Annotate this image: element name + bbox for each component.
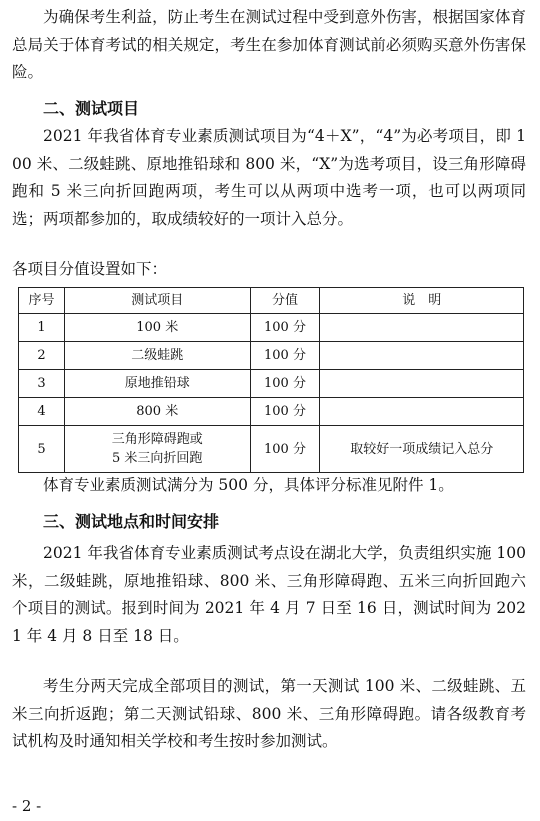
- cell-number: 2: [19, 342, 65, 370]
- cell-item-line: 5 米三向折回跑: [112, 451, 203, 466]
- cell-item: 800 米: [64, 398, 250, 426]
- location-time-paragraph: 2021 年我省体育专业素质测试考点设在湖北大学，负责组织实施 100 米，二级蛙跳，原地推铅球、800 米、三角形障碍跑、五米三向折回跑六个项目的测试。报到时间为 2021 年 4 月 7 日至 16 日，测试时间为 2021 年 4 月 8 日至 18 日。: [12, 544, 526, 645]
- cell-score: 100 分: [250, 342, 320, 370]
- cell-note: [320, 342, 524, 370]
- cell-note: [320, 314, 524, 342]
- cell-number: 1: [19, 314, 65, 342]
- header-item: 测试项目: [64, 288, 250, 314]
- cell-item: [64, 426, 250, 473]
- header-score: 分值: [250, 288, 320, 314]
- cell-number: 3: [19, 370, 65, 398]
- cell-number: 5: [19, 426, 65, 473]
- table-row: [19, 370, 524, 398]
- cell-number: 4: [19, 398, 65, 426]
- cell-note: [320, 370, 524, 398]
- page-number: - 2 -: [12, 797, 42, 815]
- score-table: [18, 287, 524, 473]
- cell-item-line: 三角形障碍跑或: [111, 432, 203, 447]
- cell-note: [320, 398, 524, 426]
- table-row: [19, 314, 524, 342]
- section-heading-location-time: 三、测试地点和时间安排: [43, 512, 220, 531]
- table-row: [19, 342, 524, 370]
- cell-score: 100 分: [250, 398, 320, 426]
- header-note: 说 明: [320, 288, 524, 314]
- cell-item: 原地推铅球: [64, 370, 250, 398]
- cell-item: 二级蛙跳: [64, 342, 250, 370]
- cell-score: 100 分: [250, 314, 320, 342]
- table-row: [19, 426, 524, 473]
- intro-paragraph: 为确保考生利益，防止考生在测试过程中受到意外伤害，根据国家体育总局关于体育考试的相关规定，考生在参加体育测试前必须购买意外伤害保险。: [12, 8, 526, 81]
- section-heading-test-items: 二、测试项目: [43, 99, 140, 118]
- test-items-paragraph: 2021 年我省体育专业素质测试项目为“4＋X”，“4”为必考项目，即 100 米、二级蛙跳、原地推铅球和 800 米，“X”为选考项目，设三角形障碍跑和 5 米三向折回跑两项，考生可以从两项中选考一项，也可以两项同选；两项都参加的，取成绩较好的一项计入总分。: [12, 127, 526, 228]
- cell-score: 100 分: [250, 426, 320, 473]
- cell-note: 取较好一项成绩记入总分: [320, 426, 524, 473]
- schedule-paragraph: 考生分两天完成全部项目的测试，第一天测试 100 米、二级蛙跳、五米三向折返跑；第二天测试铅球、800 米、三角形障碍跑。请各级教育考试机构及时通知相关学校和考生按时参加测试。: [12, 677, 526, 750]
- cell-score: 100 分: [250, 370, 320, 398]
- table-header-row: [19, 288, 524, 314]
- table-row: [19, 398, 524, 426]
- total-score-note: 体育专业素质测试满分为 500 分，具体评分标准见附件 1。: [43, 476, 454, 494]
- header-number: 序号: [19, 288, 65, 314]
- cell-item: 100 米: [64, 314, 250, 342]
- table-intro-text: 各项目分值设置如下：: [12, 260, 168, 278]
